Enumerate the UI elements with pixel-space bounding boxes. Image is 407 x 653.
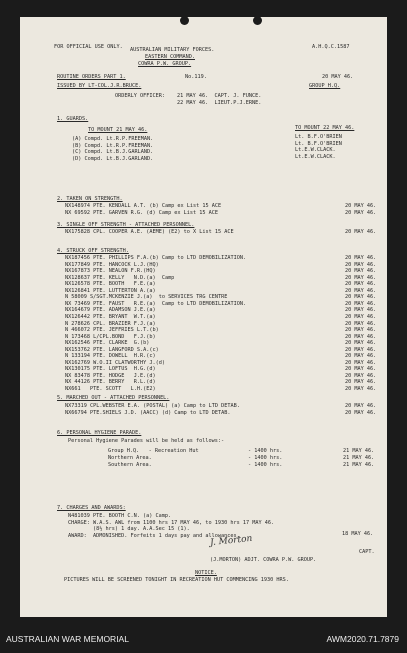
attached-row-date: 20 MAY 46. [345, 229, 377, 235]
struck-off-row: NX162546 PTE. CLARKE G.(b) [65, 340, 150, 347]
struck-off-row: NX 83478 PTE. HODGE J.E.(d) [65, 372, 156, 379]
org-line-1: AUSTRALIAN MILITARY FORCES. [130, 47, 215, 53]
struck-off-row: NX126578 PTE. BOOTH F.E.(a) [65, 281, 156, 288]
guard-right-item: Lt.E.W.CLACK. [295, 153, 336, 160]
struck-off-date: 20 MAY 46. [345, 294, 377, 301]
charges-date: 18 MAY 46. [342, 531, 374, 537]
struck-off-date: 20 MAY 46. [345, 255, 377, 261]
struck-off-row: NX187456 PTE. PHILLIPS F.A.(b) Camp to LTD DEMOBILIZATION. [65, 255, 247, 261]
hygiene-date: 21 MAY 46. [343, 448, 375, 454]
guard-right-item: Lt. B.F.O'BRIEN [295, 140, 342, 147]
struck-off-date: 20 MAY 46. [345, 320, 377, 327]
reference-number: A.H.Q.C.1587 [312, 44, 350, 50]
order-number: No.119. [185, 74, 207, 80]
hygiene-date: 21 MAY 46. [343, 455, 375, 461]
org-line-3: COWRA P.W. GROUP. [138, 61, 192, 67]
section-3-title: 3. SINGLE OFF STRENGTH - ATTACHED PERSONNEL. [57, 222, 195, 228]
hygiene-intro: Personal Hygiene Parades will be held as follows:- [68, 438, 225, 444]
org-line-2: EASTERN COMMAND. [145, 54, 195, 60]
strength-row-date: 20 MAY 46. [345, 203, 377, 209]
guards-left-heading: TO MOUNT 21 MAY 46. [88, 127, 148, 133]
orderly-officer-row: 21 MAY 46. CAPT. J. FUNCE. [177, 93, 262, 99]
notice-text: PICTURES WILL BE SCREENED TONIGHT IN RECREATION HUT COMMENCING 1930 HRS. [64, 577, 289, 583]
struck-off-date: 20 MAY 46. [345, 281, 377, 288]
orderly-officer-row: 22 MAY 46. LIEUT.P.J.ERNE. [177, 100, 262, 106]
section-4-title: 4. STRUCK OFF STRENGTH. [57, 248, 129, 254]
struck-off-row: N 133194 PTE. DOWELL H.R.(c) [65, 353, 156, 360]
struck-off-date: 20 MAY 46. [345, 300, 377, 307]
attached-row: NX175828 CPL. COOPER A.E. (AEME) (E2) to X List 15 ACE [65, 229, 234, 235]
routine-orders-heading: ROUTINE ORDERS PART 1. [57, 74, 126, 80]
order-date: 20 MAY 46. [322, 74, 354, 80]
struck-off-row: NX177849 PTE. HANCOCK L.J.(HQ) [65, 261, 159, 268]
struck-off-date: 20 MAY 46. [345, 366, 377, 373]
strength-row: NX 69592 PTE. GARVEN R.G. (d) Camp ex List 15 ACE [65, 209, 219, 216]
guard-left-item: (D) Compd. Lt.B.J.GARLAND. [72, 155, 154, 162]
hygiene-place: Southern Area. [108, 462, 152, 468]
orderly-officer-label: ORDERLY OFFICER: [115, 93, 165, 99]
struck-off-row: N 173468 L/CPL.BOND F.J.(b) [65, 333, 156, 340]
archive-name: AUSTRALIAN WAR MEMORIAL [6, 634, 129, 644]
notice-title: NOTICE. [195, 570, 217, 576]
section-7-title: 7. CHARGES AND AWARDS: [57, 505, 126, 511]
group-hq: GROUP H.Q. [309, 83, 341, 89]
guards-right-heading: TO MOUNT 22 MAY 46. [295, 125, 355, 131]
charge-line: (8½ hrs) 1 day. A.A.Sec 15 (1). [68, 526, 190, 532]
struck-off-date: 20 MAY 46. [345, 313, 377, 320]
struck-off-date: 20 MAY 46. [345, 274, 377, 281]
struck-off-date: 20 MAY 46. [345, 372, 377, 379]
struck-off-row: NX164679 PTE. ADAMSON J.E.(a) [65, 307, 156, 314]
marched-out-date: 20 MAY 46. [345, 403, 377, 409]
struck-off-date: 20 MAY 46. [345, 268, 377, 275]
hygiene-date: 21 MAY 46. [343, 462, 375, 468]
struck-off-date: 20 MAY 46. [345, 379, 377, 386]
struck-off-row: NX153762 PTE. LANGFORD S.A.(c) [65, 346, 159, 353]
guard-right-item: Lt.E.W.CLACK. [295, 147, 336, 153]
signature: J. Morton [209, 533, 253, 549]
struck-off-row: NX 44126 PTE. BERRY R.L.(d) [65, 379, 156, 386]
charge-line: AWARD: ADMONISHED. Forfeits 1 days pay and allowances. [68, 532, 240, 539]
hygiene-time: - 1400 hrs. [248, 455, 283, 461]
archive-footer [0, 622, 407, 653]
struck-off-date: 20 MAY 46. [345, 261, 377, 268]
struck-off-date: 20 MAY 46. [345, 333, 377, 340]
struck-off-date: 20 MAY 46. [345, 353, 377, 360]
struck-off-row: NX126442 PTE. BRYANT W.T.(a) [65, 313, 156, 320]
marched-out-row: NX73319 CPL.WEBSTER E.A. (POSTAL) (a) Camp to LTD DETAB. [65, 403, 240, 409]
struck-off-date: 20 MAY 46. [345, 287, 377, 294]
struck-off-date: 20 MAY 46. [345, 327, 377, 334]
struck-off-row: NX167873 PTE. NEALON F.R.(HQ) [65, 268, 156, 275]
struck-off-date: 20 MAY 46. [345, 307, 377, 314]
section-1-title: 1. GUARDS. [57, 116, 89, 122]
guard-right-item: Lt. B.F.O'BRIEN [295, 134, 342, 140]
struck-off-row: N 278626 CPL. BRAZIER F.J.(a) [65, 320, 156, 327]
struck-off-row: NX130175 PTE. LOFTUS H.G.(d) [65, 366, 156, 373]
struck-off-row: NX128637 PTE. KELLY N.D.(a) Camp [65, 274, 175, 281]
hygiene-time: - 1400 hrs. [248, 448, 283, 454]
guard-left-item: (A) Compd. Lt.R.P.FREEMAN. [72, 136, 154, 142]
struck-off-row: NX126841 PTE. LUTTERTON A.(a) [65, 287, 156, 294]
signature-capt: CAPT. [359, 549, 375, 555]
strength-row: NX148974 PTE. KENDALL A.T. (b) Camp ex List 15 ACE [65, 203, 222, 209]
section-6-title: 6. PERSONAL HYGIENE PARADE. [57, 430, 142, 436]
document-page [20, 17, 387, 617]
struck-off-date: 20 MAY 46. [345, 346, 377, 353]
signature-line: (J.MORTON) ADJT. COWRA P.W. GROUP. [210, 557, 317, 563]
official-use-heading: FOR OFFICIAL USE ONLY. [54, 44, 123, 50]
punch-hole [253, 17, 262, 25]
charge-line: CHARGE: W.A.S. AWL from 1100 hrs 17 MAY 46, to 1930 hrs 17 MAY 46. [68, 519, 275, 526]
issued-by: ISSUED BY LT-COL.J.R.BRUCE. [57, 83, 142, 89]
hygiene-place: Group H.Q. - Recreation Hut [108, 448, 199, 454]
hygiene-place: Northern Area. [108, 455, 152, 461]
struck-off-date: 20 MAY 46. [345, 359, 377, 366]
section-2-title: 2. TAKEN ON STRENGTH. [57, 196, 123, 202]
punch-hole [180, 17, 189, 25]
struck-off-row: NX 73469 PTE. FAUST R.E.(a) Camp to LTD DEMOBILIZATION. [65, 300, 247, 307]
struck-off-date: 20 MAY 46. [345, 340, 377, 347]
struck-off-row: NX162769 W.O.II CLATWORTHY J.(d) [65, 359, 165, 366]
strength-row-date: 20 MAY 46. [345, 209, 377, 216]
struck-off-row: N 58009 S/SGT.MCKENZIE J.(a) to SERVICES TRG CENTRE [65, 294, 228, 301]
hygiene-time: - 1400 hrs. [248, 462, 283, 468]
struck-off-row: NX661 PTE. SCOTT L.H.(E2) [65, 386, 156, 392]
struck-off-row: N 466072 PTE. JEFFRIES L.T.(b) [65, 327, 159, 334]
struck-off-date: 20 MAY 46. [345, 386, 377, 392]
guard-left-item: (C) Compd. Lt.B.J.GARLAND. [72, 149, 154, 155]
charge-line: N481039 PTE. BOOTH C.N. (a) Camp. [68, 513, 172, 519]
marched-out-date: 20 MAY 46. [345, 410, 377, 416]
section-5-title: 5. MARCHED OUT - ATTACHED PERSONNEL. [57, 395, 170, 401]
archive-id: AWM2020.71.7879 [326, 634, 399, 644]
marched-out-row: NX66794 PTE.SHIELS J.D. (AACC) (d) Camp to LTD DETAB. [65, 410, 231, 416]
guard-left-item: (B) Compd. Lt.R.P.FREEMAN. [72, 142, 154, 149]
